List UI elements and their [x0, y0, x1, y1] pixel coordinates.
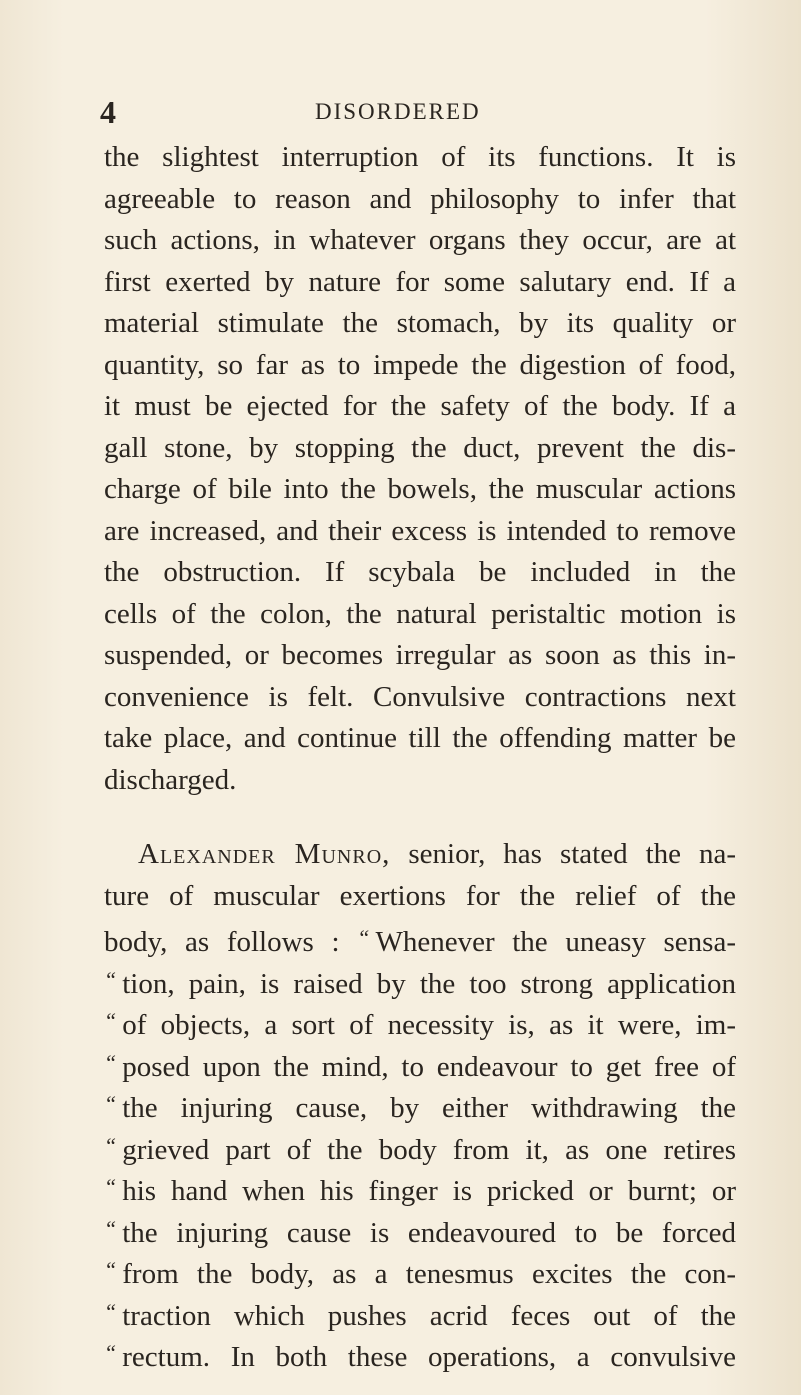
text-line: the slightest interruption of its functions. It is [104, 141, 736, 173]
line-text: traction which pushes acrid feces out of the [122, 1299, 736, 1332]
line-text: from the body, as a tenesmus excites the con- [122, 1258, 736, 1290]
line-text: posed upon the mind, to endeavour to get free of [122, 1050, 736, 1083]
text-line [104, 917, 736, 959]
line-text: Whenever the uneasy sensa- [375, 926, 736, 958]
body-text [104, 137, 736, 1374]
text-line [104, 834, 736, 876]
quote-mark: “ [104, 1049, 117, 1075]
text-line: charge of bile into the bowels, the muscular actions [104, 473, 736, 505]
text-line: ture of muscular exertions for the relief of the [104, 879, 736, 912]
paragraph-2 [104, 834, 736, 1374]
paragraph-gap [104, 801, 736, 834]
text-line: cells of the colon, the natural peristaltic motion is [104, 597, 736, 630]
text-line: such actions, in whatever organs they occur, are at [104, 224, 736, 256]
quote-mark: “ [104, 1298, 117, 1324]
quote-mark: “ [104, 1008, 117, 1033]
running-head: DISORDERED [315, 99, 481, 124]
text-line [104, 1208, 736, 1250]
line-text: of objects, a sort of necessity is, as it were, im- [122, 1009, 736, 1041]
line-text: grieved part of the body from it, as one retires [122, 1133, 736, 1166]
text-line: gall stone, by stopping the duct, prevent the dis- [104, 431, 736, 464]
line-text: tion, pain, is raised by the too strong application [122, 967, 736, 1000]
text-line: suspended, or becomes irregular as soon as this in- [104, 639, 736, 671]
page-number: 4 [100, 94, 116, 130]
quote-mark: “ [104, 1215, 117, 1241]
text-line [104, 959, 736, 1001]
text-line [104, 1291, 736, 1333]
line-text: the injuring cause is endeavoured to be forced [122, 1216, 736, 1249]
text-line [104, 1166, 736, 1208]
paragraph-1 [104, 137, 736, 801]
line-text: the injuring cause, by either withdrawing the [122, 1092, 736, 1124]
quote-mark: “ [357, 925, 370, 950]
text-line [104, 1332, 736, 1374]
text-line [104, 1000, 736, 1042]
text-line: quantity, so far as to impede the digestion of food, [104, 348, 736, 381]
text-line: material stimulate the stomach, by its quality or [104, 307, 736, 339]
text-line [104, 1125, 736, 1167]
line-text: rectum. In both these operations, a convulsive [122, 1341, 736, 1373]
text-line: it must be ejected for the safety of the body. If a [104, 390, 736, 422]
text-line [104, 1083, 736, 1125]
line-text: senior, has stated the na- [408, 838, 736, 870]
text-line: agreeable to reason and philosophy to infer that [104, 182, 736, 215]
text-line: convenience is felt. Convulsive contractions next [104, 680, 736, 713]
text-line: first exerted by nature for some salutary end. If a [104, 265, 736, 298]
text-line: are increased, and their excess is intended to remove [104, 514, 736, 547]
text-line: take place, and continue till the offending matter be [104, 722, 736, 754]
quote-mark: “ [104, 1174, 117, 1199]
line-text: body, as follows : [104, 926, 340, 958]
quote-mark: “ [104, 1257, 117, 1282]
quote-mark: “ [104, 1132, 117, 1158]
quote-mark: “ [104, 966, 117, 992]
quote-mark: “ [104, 1091, 117, 1116]
text-line: discharged. [104, 763, 237, 796]
quote-mark: “ [104, 1340, 117, 1365]
text-line [104, 1042, 736, 1084]
text-line: the obstruction. If scybala be included in the [104, 556, 736, 588]
text-line [104, 1249, 736, 1291]
author-name: Alexander Munro, [138, 838, 391, 870]
line-text: his hand when his finger is pricked or burnt; or [122, 1175, 736, 1207]
